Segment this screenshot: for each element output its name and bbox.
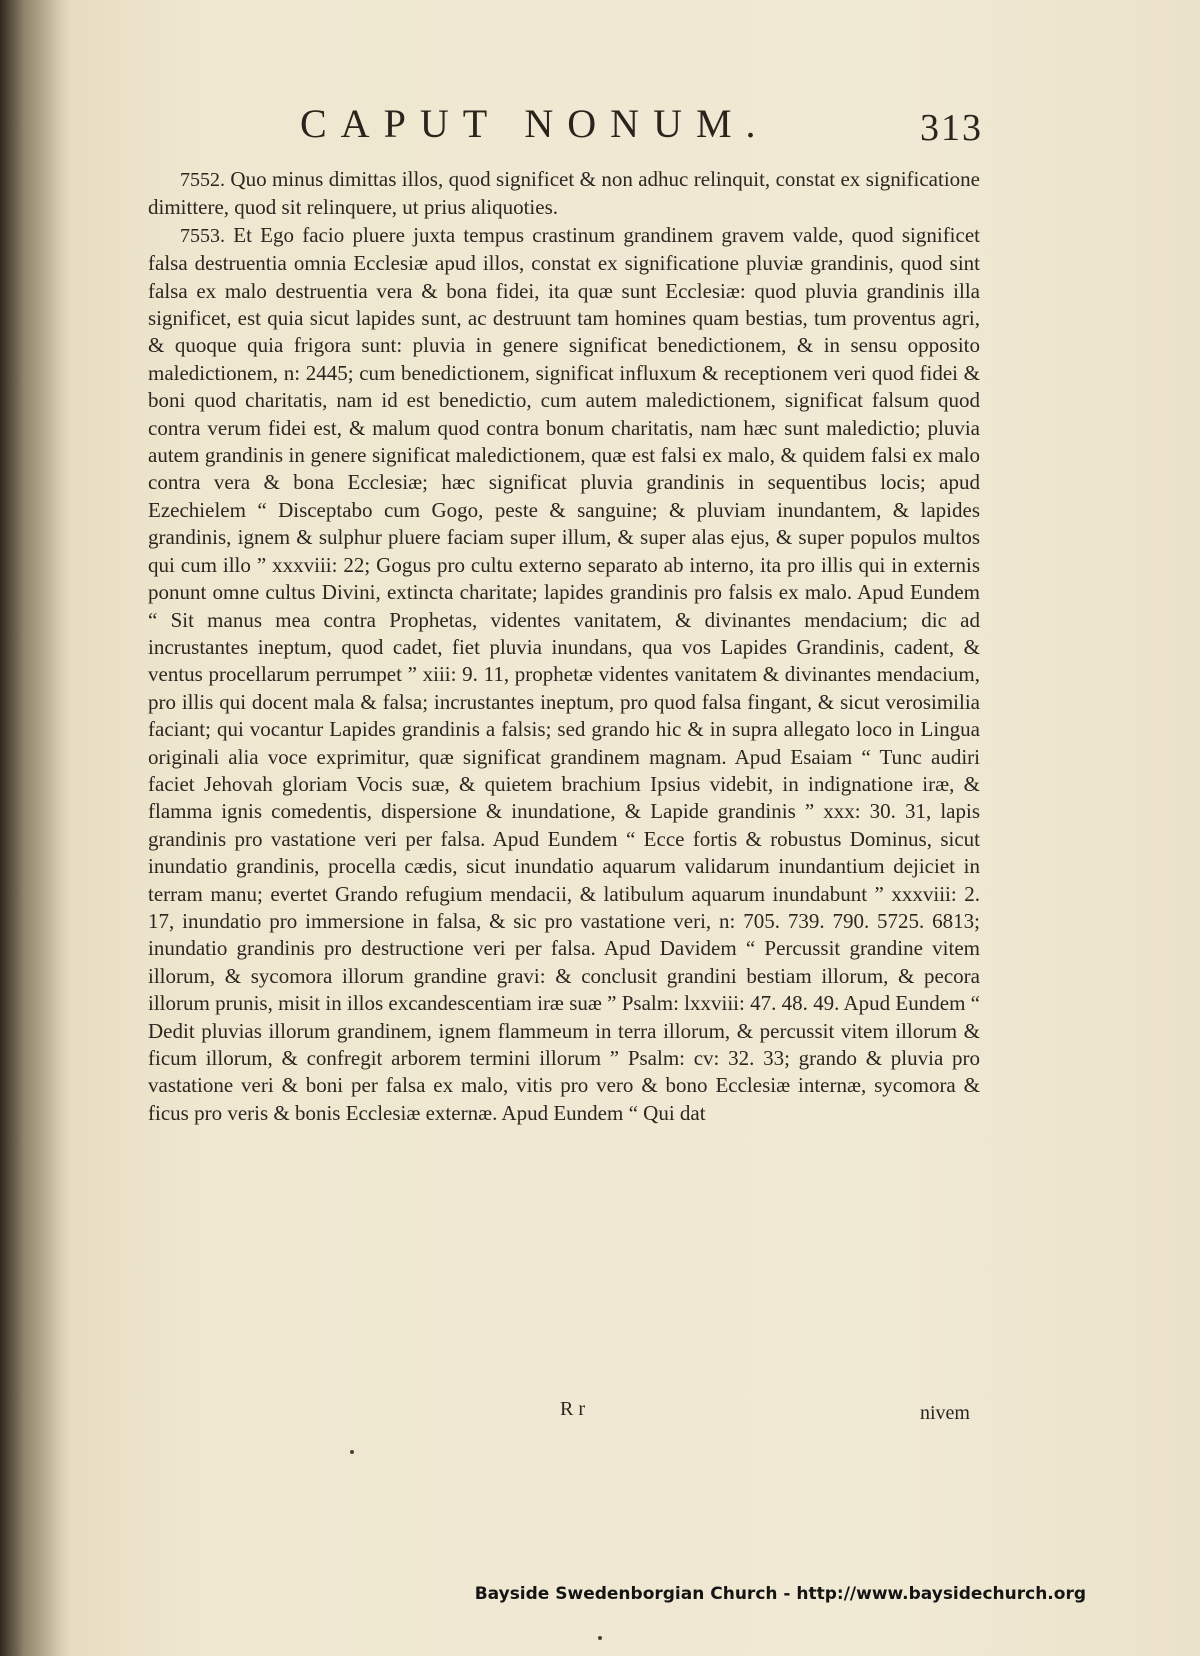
running-title: CAPUT NONUM. (300, 101, 770, 146)
paper-speck (350, 1450, 354, 1454)
page-number: 313 (920, 107, 983, 149)
body-text (148, 166, 980, 1127)
signature-mark: R r (560, 1398, 585, 1420)
paragraph-text: Quo minus dimittas illos, quod significet & non adhuc relinquit, constat ex significatione dimittere, quod sit relinquere, ut prius aliquoties. (148, 167, 980, 220)
paragraph-7552 (148, 166, 980, 222)
source-watermark: Bayside Swedenborgian Church - http://www.baysidechurch.org (474, 1584, 1086, 1604)
paragraph-number: 7552. (180, 169, 225, 191)
paper-speck (598, 1636, 602, 1640)
paragraph-number: 7553. (180, 224, 225, 247)
page-header (0, 100, 1200, 160)
binding-gutter-shadow (0, 0, 70, 1656)
paragraph-7553 (148, 222, 980, 1127)
paragraph-text: Et Ego facio pluere juxta tempus crastinum grandinem gravem valde, quod significet falsa destruentia omnia Ecclesiæ apud illos, constat ex significatione pluviæ grandinis, quod sint falsa ex malo destruentia vera & bona fidei, ita quæ sunt Ecclesiæ: quod pluvia grandinis illa significet, est quia sicut lapides sunt, ac destruunt tam homines quam bestias, tum proventus agri, & quoque quia frigora sunt: pluvia in genere significat benedictionem, & in sensu opposito maledictionem, n: 2445; cum benedictionem, significat influxum & receptionem veri quod fidei & boni quod charitatis, nam id est benedictio, cum autem maledictionem, significat falsum quod contra verum fidei est, & malum quod contra bonum charitatis, nam hæc sunt maledictio; pluvia autem grandinis in genere significat maledictionem, quæ est falsi ex malo, & quidem falsi ex malo contra vera & bona Ecclesiæ; hæc significat pluvia grandinis in sequentibus locis; apud Ezechielem “ Disceptabo cum Gogo, peste & sanguine; & pluviam inundantem, & lapides grandinis, ignem & sulphur pluere faciam super illum, & super alas ejus, & super populos multos qui cum illo ” xxxviii: 22; Gogus pro cultu externo separato ab interno, ita pro illis qui in externis ponunt omne cultus Divini, extincta charitate; lapides grandinis pro falsis ex malo. Apud Eundem “ Sit manus mea contra Prophetas, videntes vanitatem, & divinantes mendacium; dic ad incrustantes ineptum, quod cadet, fiet pluvia inundans, qua vos Lapides Grandinis, cadent, & ventus procellarum perrumpet ” xiii: 9. 11, prophetæ videntes vanitatem & divinantes mendacium, pro illis qui docent mala & falsa; incrustantes ineptum, pro quod falsa fingant, & sicut verosimilia faciant; qui vocantur Lapides grandinis a falsis; sed grando hic & in supra allegato loco in Lingua originali alia voce exprimitur, quæ significat grandinem magnam. Apud Esaiam “ Tunc audiri faciet Jehovah gloriam Vocis suæ, & quietem brachium Ipsius videbit, in indignatione iræ, & flamma ignis comedentis, dispersione & inundatione, & Lapide grandinis ” xxx: 30. 31, lapis grandinis pro vastatione veri per falsa. Apud Eundem “ Ecce fortis & robustus Dominus, sicut inundatio grandinis, procella cædis, sicut inundatio aquarum validarum inundantium dejiciet in terram manu; evertet Grando refugium mendacii, & latibulum aquarum inundabunt ” xxxviii: 2. 17, inundatio pro immersione in falsa, & sic pro vastatione veri, n: 705. 739. 790. 5725. 6813; inundatio grandinis pro destructione veri per falsa. Apud Davidem “ Percussit grandine vitem illorum, & sycomora illorum grandine gravi: & conclusit grandini bestiam illorum, & pecora illorum prunis, misit in illos excandescentiam iræ suæ ” Psalm: lxxviii: 47. 48. 49. Apud Eundem “ Dedit pluvias illorum grandinem, ignem flammeum in terra illorum, & percussit vitem illorum & ficum illorum, & confregit arborem termini illorum ” Psalm: cv: 32. 33; grando & pluvia pro vastatione veri & boni per falsa ex malo, vitis pro vero & bono Ecclesiæ internæ, sycomora & ficus pro veris & bonis Ecclesiæ externæ. Apud Eundem “ Qui dat (148, 222, 980, 1125)
catchword: nivem (920, 1402, 970, 1424)
